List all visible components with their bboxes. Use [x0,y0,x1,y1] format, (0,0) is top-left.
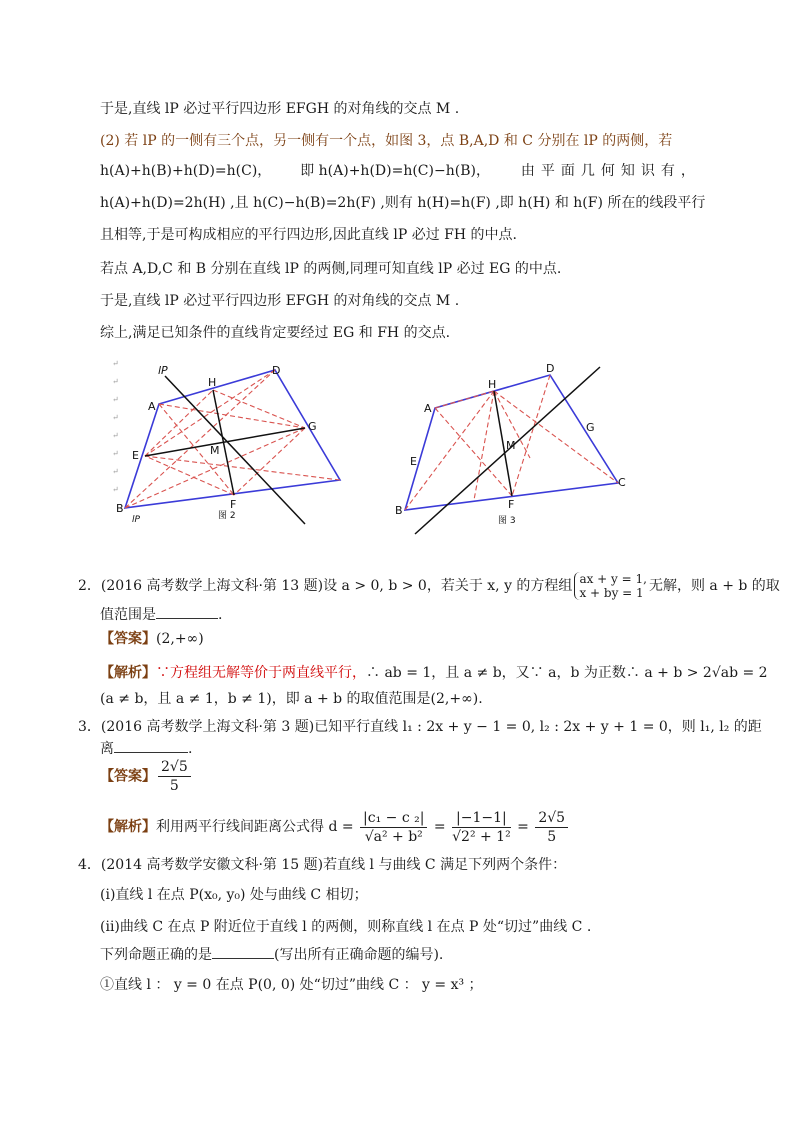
case2-paragraph-6: 于是,直线 lP 必过平行四边形 EFGH 的对角线的交点 M . [100,293,460,309]
q3-f2-num: |−1−1| [452,809,511,828]
fig2-label-H: H [208,376,217,389]
fig3-label-B: B [395,504,403,517]
fig3-label-E: E [410,455,417,468]
q2-equation-system [574,572,647,600]
fig2-dashed-AF [159,404,234,495]
fig3-dashed-AF [435,408,512,496]
q3-formula-fraction [360,809,427,846]
q3-stem-b: 离 [100,741,114,757]
q3-answer-fraction [158,758,191,795]
fig3-label-F: F [508,498,515,511]
q3-answer-den: 5 [169,778,179,794]
q2-analysis-c: (a ≠ b，且 a ≠ 1，b ≠ 1)，即 a + b 的取值范围是 [100,691,431,707]
q4-item-1: ①直线 l ： y = 0 在点 P(0, 0) 处“切过”曲线 C ： y = x³ ； [100,977,483,993]
svg-text:↵: ↵ [112,395,119,404]
fig2-dashed-AG [159,404,305,428]
q4-condition-2: (ⅱ)曲线 C 在点 P 附近位于直线 l 的两侧，则称直线 l 在点 P 处“切过”曲线 C . [100,919,592,935]
q2-analysis-a: ∵方程组无解等价于两直线平行， [156,665,366,681]
q2-analysis-c-val: (2,+∞) [430,691,479,707]
q3-f3-num: 2√5 [535,809,568,828]
case2-paragraph-3: h(A)+h(D)=2h(H) ,且 h(C)−h(B)=2h(F) ,则有 h(H)=h(F) ,即 h(H) 和 h(F) 所在的线段平行 [100,195,706,211]
q4-prompt [100,944,443,966]
fig2-label-A: A [148,400,156,413]
q3-result-fraction [535,809,568,846]
q2-analysis-c-end: . [478,691,483,707]
q3-eq-2: = [517,819,529,835]
q3-analysis-text: 利用两平行线间距离公式得 d = [156,819,354,835]
fig2-label-lp-bottom: lP [132,515,140,525]
q4-condition-1: (ⅰ)直线 l 在点 P(x₀, y₀) 处与曲线 C 相切； [100,887,368,903]
fig2-dashed-HG [213,390,305,428]
case2-eq-b: 即 h(A)+h(D)=h(C)−h(B)， [300,163,490,179]
fig3-dashed-HF-a [474,391,494,500]
fig2-label-E: E [132,449,139,462]
fig2-line-HF [213,390,234,495]
question-2-stem-cont [100,604,222,626]
q4-prompt-a: 下列命题正确的是 [100,947,212,963]
q2-analysis-row-2 [100,688,483,710]
q3-f1-den: √a² + b² [364,828,423,845]
fig3-label-G: G [586,421,595,434]
svg-text:↵: ↵ [112,413,119,422]
fig3-label-A: A [424,402,432,415]
question-2-stem [78,572,780,600]
svg-text:↵: ↵ [112,377,119,386]
q2-system-row-2: x + by = 1 [579,586,644,600]
figure-2 [112,358,362,526]
q3-source: (2016 高考数学上海文科·第 3 题) [100,719,315,735]
fig3-caption: 图 3 [498,516,516,526]
q3-answer-tag: 【答案】 [100,768,156,785]
question-4-stem [78,854,566,876]
q3-answer-blank [114,738,188,753]
q3-analysis-tag: 【解析】 [100,819,156,835]
q2-stem-end: . [218,607,223,623]
case2-eq-c: 由平面几何知识有， [520,163,701,179]
q2-source: (2016 高考数学上海文科·第 13 题) [100,578,324,594]
fig2-dashed-FE [145,456,234,495]
q4-number: 4． [78,857,101,873]
fig3-dashed-BH [405,391,494,510]
svg-text:↵: ↵ [112,359,119,368]
q3-answer-num: 2√5 [158,758,191,777]
conclusion-line-1: 于是,直线 lP 必过平行四边形 EFGH 的对角线的交点 M . [100,101,460,117]
q2-stem-b: 无解，则 a + b 的取 [648,578,780,594]
q2-stem-c: 值范围是 [100,607,156,623]
case2-paragraph-5: 若点 A,D,C 和 B 分别在直线 lP 的两侧,同理可知直线 lP 必过 EG 的中点. [100,261,562,277]
q3-analysis-row [100,808,570,846]
fig3-label-D: D [546,362,555,375]
q2-system-row-1: ax + y = 1, [579,572,647,586]
q3-stem-end: . [188,741,193,757]
fig2-dashed-CE [145,456,340,480]
q3-f1-num: |c₁ − c ₂| [360,809,427,828]
fig2-caption: 图 2 [218,511,236,521]
case2-eq-a: h(A)+h(B)+h(D)=h(C)， [100,163,272,179]
q2-answer-tag: 【答案】 [100,631,156,647]
q3-f3-den: 5 [547,828,557,845]
summary-line: 综上,满足已知条件的直线肯定要经过 EG 和 FH 的交点. [100,325,451,341]
fig2-label-F: F [230,498,237,511]
fig2-label-G: G [308,420,317,433]
svg-text:↵: ↵ [112,449,119,458]
q3-substituted-fraction [452,809,511,846]
q4-answer-blank [212,944,274,959]
q3-eq-1: = [433,819,446,835]
svg-text:↵: ↵ [112,467,119,476]
q2-number: 2． [78,578,101,594]
fig2-label-D: D [272,364,281,377]
fig2-label-lp: lP [158,364,168,377]
q2-stem-a: 设 a > 0, b > 0，若关于 x, y 的方程组 [323,578,573,594]
fig3-label-C: C [618,476,626,489]
svg-text:↵: ↵ [112,485,119,494]
q4-source: (2014 高考数学安徽文科·第 15 题) [100,857,324,873]
q4-stem: 若直线 l 与曲线 C 满足下列两个条件： [323,857,567,873]
fig3-label-H: H [488,378,497,391]
fig2-label-B: B [116,502,124,515]
fig3-label-M: M [506,439,516,452]
q2-answer-blank [156,604,218,619]
q2-answer: (2,+∞) [156,631,204,647]
fig2-label-M: M [210,444,220,457]
q3-stem-a: 已知平行直线 l₁ : 2x + y − 1 = 0, l₂ : 2x + y + 1 = 0，则 l₁, l₂ 的距 [314,719,762,735]
question-3-stem-cont [100,738,192,760]
case2-paragraph-1: (2) 若 lP 的一侧有三个点，另一侧有一个点，如图 3，点 B,A,D 和 C 分别在 lP 的两侧，若 [100,133,673,149]
fig3-dashed-HC [494,391,618,483]
q2-analysis-row-1 [100,662,768,684]
case2-eq-row [100,160,701,182]
question-3-stem [78,716,762,738]
case2-paragraph-4: 且相等,于是可构成相应的平行四边形,因此直线 lP 必过 FH 的中点. [100,227,517,243]
figure-2-margin-marks [112,359,119,494]
q3-number: 3． [78,719,101,735]
q3-answer-row [100,758,193,795]
q4-prompt-b: (写出所有正确命题的编号). [274,947,444,963]
q2-analysis-b: ∴ ab = 1，且 a ≠ b，又∵ a，b 为正数∴ a + b > 2√ab = 2 [366,665,768,681]
q2-answer-row [100,628,204,650]
figure-3 [390,358,640,538]
q3-f2-den: √2² + 1² [452,828,511,845]
svg-text:↵: ↵ [112,431,119,440]
q2-analysis-tag: 【解析】 [100,665,156,681]
